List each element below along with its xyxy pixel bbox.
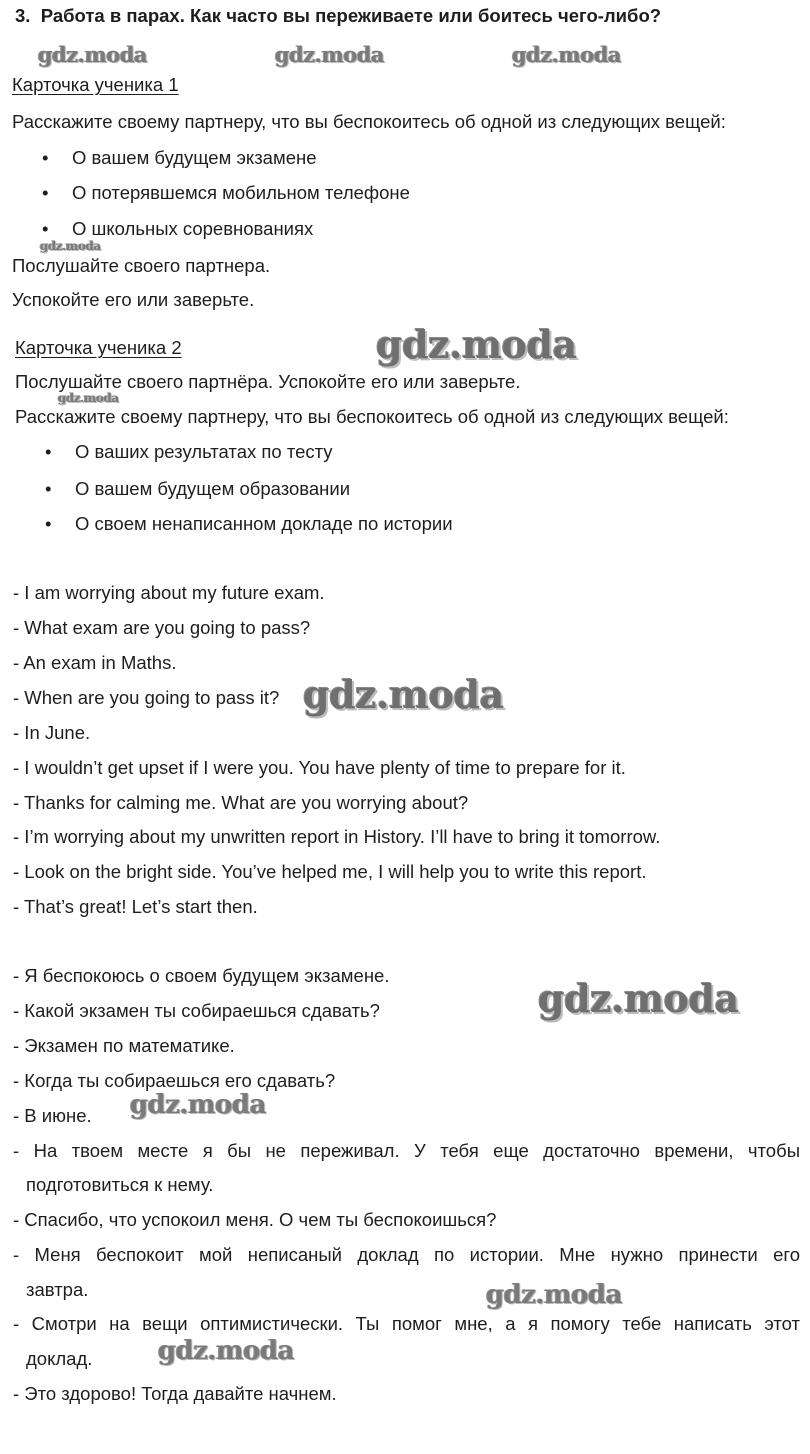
dialogue-en-line: - Look on the bright side. You’ve helped me, I will help you to write this report.: [13, 861, 647, 882]
card2-item-3: • О своем ненаписанном докладе по истории: [45, 513, 453, 534]
dialogue-ru-line: - Смотри на вещи оптимистически. Ты помог мне, а я помогу тебе написать этот: [13, 1313, 800, 1334]
dialogue-en-line: - Thanks for calming me. What are you worrying about?: [13, 792, 469, 813]
card2-listen: Послушайте своего партнёра. Успокойте его или заверьте.: [15, 371, 521, 392]
card1-item-1: • О вашем будущем экзамене: [42, 147, 317, 168]
watermark: gdz.moda: [58, 391, 119, 405]
task-title: [15, 5, 661, 27]
dialogue-ru-line: - Какой экзамен ты собираешься сдавать?: [13, 1000, 380, 1021]
watermark: gdz.moda: [158, 1336, 295, 1366]
card1-item-2: • О потерявшемся мобильном телефоне: [42, 182, 410, 203]
dialogue-ru-line: - Когда ты собираешься его сдавать?: [13, 1070, 336, 1091]
card2-title: Карточка ученика 2: [15, 337, 182, 358]
task-title-text: Работа в парах. Как часто вы переживаете или боитесь чего-либо?: [40, 5, 662, 26]
watermark: gdz.moda: [38, 42, 148, 67]
watermark: gdz.moda: [512, 42, 622, 67]
card1-listen: Послушайте своего партнера.: [12, 255, 271, 276]
dialogue-ru-line: доклад.: [26, 1348, 93, 1369]
dialogue-ru-line: - В июне.: [13, 1105, 92, 1126]
dialogue-en-line: - An exam in Maths.: [13, 652, 177, 673]
dialogue-en-line: - In June.: [13, 722, 91, 743]
card2-item-2: • О вашем будущем образовании: [45, 478, 351, 499]
bullet-icon: •: [45, 478, 52, 499]
bullet-icon: •: [42, 182, 49, 203]
dialogue-en-line: - I wouldn’t get upset if I were you. You have plenty of time to prepare for it.: [13, 757, 626, 778]
dialogue-en-line: - When are you going to pass it?: [13, 687, 280, 708]
card2-item-1: • О ваших результатах по тесту: [45, 441, 333, 462]
bullet-icon: •: [45, 441, 52, 462]
card1-calm: Успокойте его или заверьте.: [12, 289, 255, 310]
dialogue-en-line: - I’m worrying about my unwritten report in History. I’ll have to bring it tomorrow.: [13, 826, 661, 847]
dialogue-ru-line: - Спасибо, что успокоил меня. О чем ты беспокоишься?: [13, 1209, 497, 1230]
watermark: gdz.moda: [130, 1090, 267, 1120]
bullet-icon: •: [45, 513, 52, 534]
dialogue-en-line: - What exam are you going to pass?: [13, 617, 311, 638]
watermark: gdz.moda: [538, 976, 739, 1021]
card2-intro: Расскажите своему партнеру, что вы беспокоитесь об одной из следующих вещей:: [15, 406, 729, 427]
bullet-icon: •: [42, 147, 49, 168]
dialogue-ru-line: - Это здорово! Тогда давайте начнем.: [13, 1383, 337, 1404]
dialogue-en-line: - That’s great! Let’s start then.: [13, 896, 258, 917]
card1-intro: Расскажите своему партнеру, что вы беспокоитесь об одной из следующих вещей:: [12, 111, 726, 132]
dialogue-en-line: - I am worrying about my future exam.: [13, 582, 325, 603]
bullet-icon: •: [42, 218, 49, 239]
watermark: gdz.moda: [40, 239, 101, 253]
watermark: gdz.moda: [303, 672, 504, 717]
watermark: gdz.moda: [486, 1280, 623, 1310]
dialogue-ru-line: - Меня беспокоит мой неписаный доклад по истории. Мне нужно принести его: [13, 1244, 800, 1265]
card1-item-3: • О школьных соревнованиях: [42, 218, 314, 239]
watermark: gdz.moda: [376, 322, 577, 367]
dialogue-ru-line: завтра.: [26, 1279, 89, 1300]
watermark: gdz.moda: [275, 42, 385, 67]
dialogue-ru-line: - На твоем месте я бы не переживал. У тебя еще достаточно времени, чтобы: [13, 1140, 800, 1161]
card1-title: Карточка ученика 1: [12, 74, 179, 95]
task-number: 3.: [15, 5, 31, 26]
dialogue-ru-line: - Экзамен по математике.: [13, 1035, 235, 1056]
dialogue-ru-line: - Я беспокоюсь о своем будущем экзамене.: [13, 965, 390, 986]
dialogue-ru-line: подготовиться к нему.: [26, 1174, 214, 1195]
